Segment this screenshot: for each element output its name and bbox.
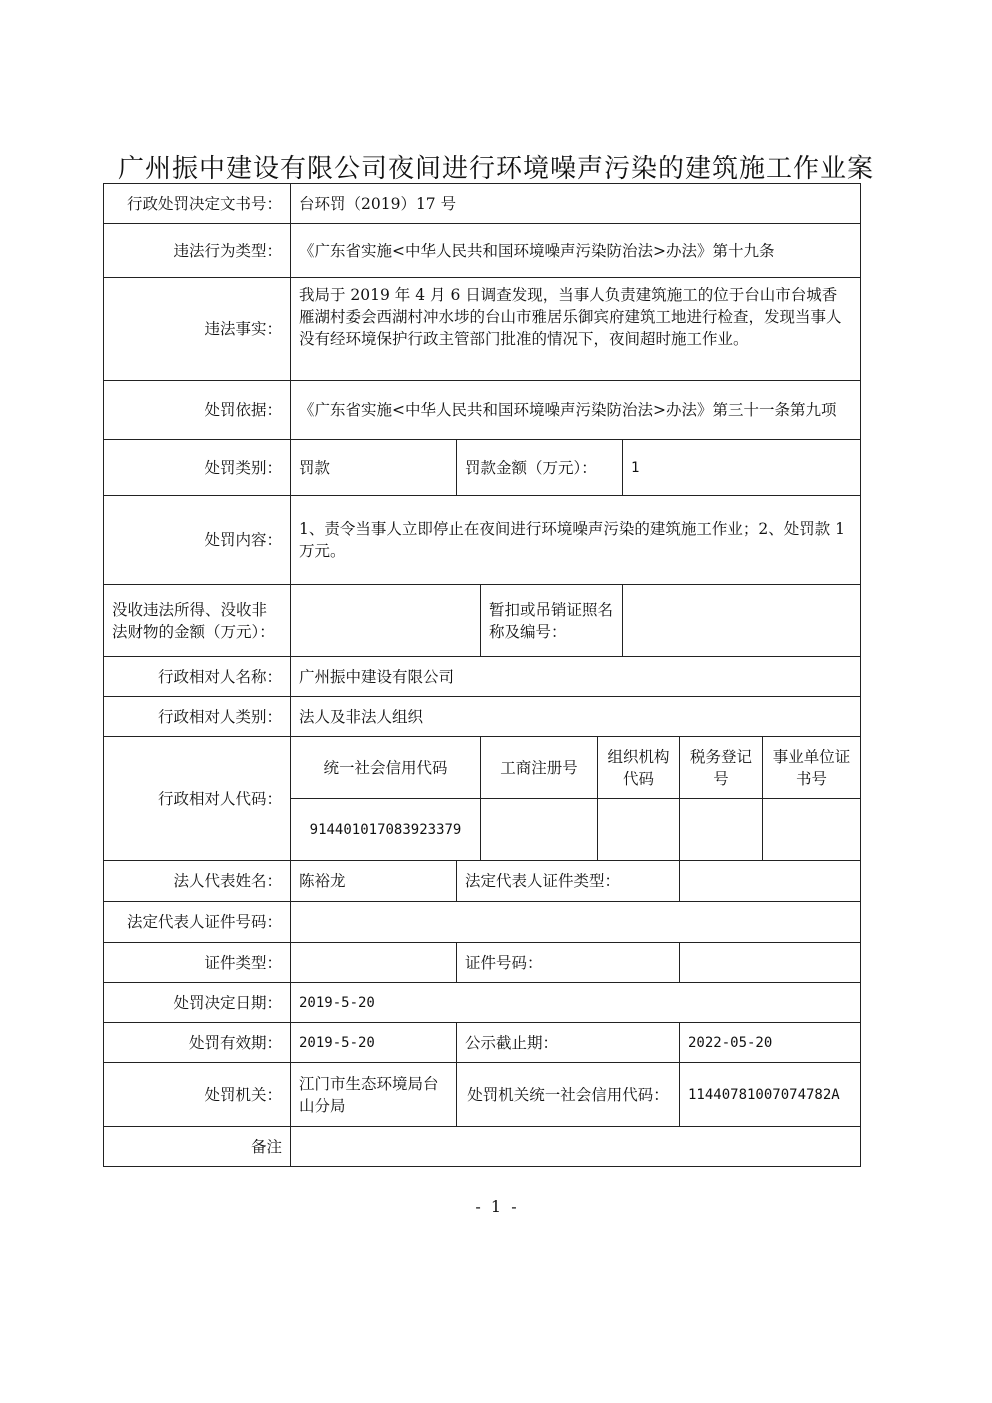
- cert-type-value: [291, 943, 457, 983]
- penalty-info-table: [103, 183, 861, 1167]
- row-violation-type: [104, 224, 861, 278]
- row-legal-rep-id: [104, 902, 861, 943]
- party-category-value: 法人及非法人组织: [291, 697, 861, 737]
- legal-rep-id-type-value: [680, 861, 861, 902]
- row-party-category: [104, 697, 861, 737]
- penalty-basis-label: 处罚依据：: [104, 381, 291, 440]
- credit-code-value: 914401017083923379: [291, 799, 481, 861]
- penalty-content-value: 1、责令当事人立即停止在夜间进行环境噪声污染的建筑施工作业；2、处罚款 1 万元。: [291, 496, 861, 585]
- row-legal-rep: [104, 861, 861, 902]
- party-code-label: 行政相对人代码：: [104, 737, 291, 861]
- confiscation-label: 没收违法所得、没收非法财物的金额（万元）：: [104, 585, 291, 657]
- doc-no-label: 行政处罚决定文书号：: [104, 184, 291, 224]
- violation-facts-value: 我局于 2019 年 4 月 6 日调查发现，当事人负责建筑施工的位于台山市台城香雁湖村委会西湖村冲水埗的台山市雅居乐御宾府建筑工地进行检查，发现当事人没有经环境保护行政主管部门批准的情况下，夜间超时施工作业。: [291, 278, 861, 381]
- row-doc-no: [104, 184, 861, 224]
- tax-reg-header: 税务登记号: [680, 737, 763, 799]
- party-name-label: 行政相对人名称：: [104, 657, 291, 697]
- row-cert: [104, 943, 861, 983]
- page-number: - 1 -: [475, 1197, 517, 1216]
- row-remarks: [104, 1127, 861, 1167]
- authority-credit-label: 处罚机关统一社会信用代码：: [457, 1063, 680, 1127]
- remarks-value: [291, 1127, 861, 1167]
- row-authority: [104, 1063, 861, 1127]
- legal-rep-id-label: 法定代表人证件号码：: [104, 902, 291, 943]
- party-category-label: 行政相对人类别：: [104, 697, 291, 737]
- row-party-name: [104, 657, 861, 697]
- institution-cert-header: 事业单位证书号: [763, 737, 861, 799]
- business-reg-value: [481, 799, 598, 861]
- org-code-value: [598, 799, 680, 861]
- row-penalty-type: [104, 440, 861, 496]
- fine-amount-label: 罚款金额（万元）：: [457, 440, 623, 496]
- authority-value: 江门市生态环境局台山分局: [291, 1063, 457, 1127]
- decision-date-label: 处罚决定日期：: [104, 983, 291, 1023]
- license-label: 暂扣或吊销证照名称及编号：: [481, 585, 623, 657]
- cert-no-label: 证件号码：: [457, 943, 680, 983]
- authority-label: 处罚机关：: [104, 1063, 291, 1127]
- penalty-content-label: 处罚内容：: [104, 496, 291, 585]
- org-code-header: 组织机构代码: [598, 737, 680, 799]
- validity-value: 2019-5-20: [291, 1023, 457, 1063]
- violation-type-value: 《广东省实施<中华人民共和国环境噪声污染防治法>办法》第十九条: [291, 224, 861, 278]
- row-penalty-basis: [104, 381, 861, 440]
- fine-amount-value: 1: [623, 440, 861, 496]
- row-confiscation: [104, 585, 861, 657]
- party-name-value: 广州振中建设有限公司: [291, 657, 861, 697]
- row-penalty-content: [104, 496, 861, 585]
- penalty-type-label: 处罚类别：: [104, 440, 291, 496]
- tax-reg-value: [680, 799, 763, 861]
- doc-no-value: 台环罚（2019）17 号: [291, 184, 861, 224]
- cert-type-label: 证件类型：: [104, 943, 291, 983]
- validity-label: 处罚有效期：: [104, 1023, 291, 1063]
- violation-facts-label: 违法事实：: [104, 278, 291, 381]
- row-decision-date: [104, 983, 861, 1023]
- decision-date-value: 2019-5-20: [291, 983, 861, 1023]
- legal-rep-id-type-label: 法定代表人证件类型：: [457, 861, 680, 902]
- license-value: [623, 585, 861, 657]
- remarks-label: 备注: [104, 1127, 291, 1167]
- penalty-type-value: 罚款: [291, 440, 457, 496]
- institution-cert-value: [763, 799, 861, 861]
- legal-rep-label: 法人代表姓名：: [104, 861, 291, 902]
- deadline-label: 公示截止期：: [457, 1023, 680, 1063]
- deadline-value: 2022-05-20: [680, 1023, 861, 1063]
- business-reg-header: 工商注册号: [481, 737, 598, 799]
- row-validity: [104, 1023, 861, 1063]
- confiscation-value: [291, 585, 481, 657]
- legal-rep-value: 陈裕龙: [291, 861, 457, 902]
- credit-code-header: 统一社会信用代码: [291, 737, 481, 799]
- row-party-code-headers: [104, 737, 861, 799]
- legal-rep-id-value: [291, 902, 861, 943]
- authority-credit-value: 11440781007074782A: [680, 1063, 861, 1127]
- penalty-basis-value: 《广东省实施<中华人民共和国环境噪声污染防治法>办法》第三十一条第九项: [291, 381, 861, 440]
- row-violation-facts: [104, 278, 861, 381]
- document-title: 广州振中建设有限公司夜间进行环境噪声污染的建筑施工作业案: [117, 154, 874, 184]
- cert-no-value: [680, 943, 861, 983]
- violation-type-label: 违法行为类型：: [104, 224, 291, 278]
